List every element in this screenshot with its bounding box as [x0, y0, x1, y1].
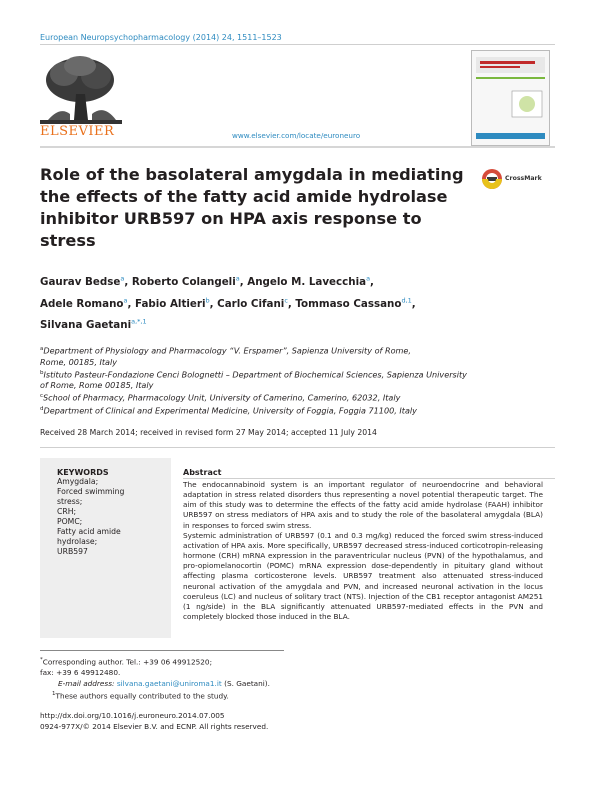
keyword-line: stress; — [57, 497, 83, 506]
journal-citation[interactable]: European Neuropsychopharmacology (2014) 24, 1511–1523 — [40, 33, 282, 42]
masthead-divider — [40, 146, 555, 148]
section-divider — [40, 447, 555, 448]
affiliation-d: $^d$Department of Clinical and Experimental Medicine, University of Foggia, Foggia 71100, Italy — [40, 405, 417, 416]
header-divider — [40, 44, 555, 45]
author-entry[interactable]: Gaurav Bedse$^a$, — [40, 275, 129, 289]
keyword-line: CRH; — [57, 507, 77, 516]
equal-contribution-note: $^1$These authors equally contributed to the study. — [52, 691, 229, 701]
received-dates: Received 28 March 2014; received in revised form 27 May 2014; accepted 11 July 2014 — [40, 428, 377, 437]
keywords-heading: KEYWORDS — [57, 468, 109, 477]
keyword-line: URB597 — [57, 547, 88, 556]
author-entry[interactable]: Adele Romano$^a$, — [40, 296, 132, 310]
doi-block — [40, 710, 268, 732]
article-title: Role of the basolateral amygdala in mediating the effects of the fatty acid amide hydrolase inhibitor URB597 on HPA axis response to stress — [40, 165, 464, 250]
doi-link[interactable]: http://dx.doi.org/10.1016/j.euroneuro.2014.07.005 — [40, 711, 225, 720]
abstract-paragraph: The endocannabinoid system is an important regulator of neuroendocrine and behavioral adaptation in stress related disorders thus representing a novel potential therapeutic target. The aim of this study was to determine the effects of the fatty acid amide hydrolase (FAAH) inhibitor URB597 on stress mediators of HPA axis and to study the role of the basolateral amygdala (BLA) in responses to forced swim stress. — [183, 480, 543, 530]
affiliation-a: $^a$Department of Physiology and Pharmacology “V. Erspamer”, Sapienza University of Rome, Rome, 00185, Italy — [40, 345, 411, 367]
affiliations — [40, 344, 540, 417]
crossmark-badge[interactable] — [480, 166, 542, 192]
fax-note: fax: +39 6 49912480. — [40, 668, 121, 678]
keyword-line: Fatty acid amide — [57, 527, 121, 536]
footnotes — [40, 655, 330, 702]
crossmark-label: CrossMark — [505, 175, 542, 182]
footnote-divider — [40, 650, 284, 651]
keyword-line: POMC; — [57, 517, 83, 526]
abstract-heading: Abstract — [183, 468, 222, 477]
abstract-divider — [183, 478, 555, 479]
affiliation-c: $^c$School of Pharmacy, Pharmacology Unit, University of Camerino, Camerino, 62032, Italy — [40, 393, 401, 404]
journal-site-link[interactable]: www.elsevier.com/locate/euroneuro — [232, 131, 361, 140]
keyword-line: hydrolase; — [57, 537, 98, 546]
journal-cover-thumbnail — [471, 50, 550, 146]
abstract-body — [183, 480, 543, 622]
author-entry[interactable]: Angelo M. Lavecchia$^a$, — [247, 275, 374, 289]
author-entry[interactable]: Carlo Cifani$^c$, — [217, 296, 292, 310]
email-note: E-mail address: silvana.gaetani@uniroma1.it (S. Gaetani). — [58, 679, 270, 689]
copyright-line: 0924-977X/© 2014 Elsevier B.V. and ECNP. All rights reserved. — [40, 722, 269, 731]
author-entry[interactable]: Roberto Colangeli$^a$, — [131, 275, 244, 289]
author-entry[interactable]: Tommaso Cassano$^{d,1}$, — [295, 296, 416, 310]
abstract-paragraph: Systemic administration of URB597 (0.1 and 0.3 mg/kg) reduced the forced swim stress-induced activation of HPA axis. More specifically, URB597 decreased stress-induced corticotropin-releasing hormone (CRH) mRNA expression in the paraventricular nucleus (PVN) of the hypothalamus, and pro-opiomelanocortin (POMC) mRNA expression dose-dependently in pituitary gland without affecting plasma corticosterone levels. URB597 treatment also attenuated stress-induced neuronal activation of the amygdala and PVN, and increased neuronal activation in the locus coeruleus (LC) and nucleus of solitary tract (NTS). Injection of the CB1 receptor antagonist AM251 (1 ng/side) in the BLA significantly attenuated URB597-mediated effects in the PVN and completely blocked those induced in the BLA. — [183, 530, 543, 622]
elsevier-tree-logo — [40, 54, 122, 124]
publisher-wordmark: ELSEVIER — [40, 124, 115, 139]
author-list — [40, 270, 520, 334]
keyword-line: Amygdala; — [57, 477, 99, 486]
keyword-line: Forced swimming — [57, 487, 125, 496]
email-link[interactable]: silvana.gaetani@uniroma1.it — [116, 679, 222, 689]
corresponding-author-note: *Corresponding author. Tel.: +39 06 49912520; — [40, 657, 213, 667]
affiliation-b: $^b$Istituto Pasteur-Fondazione Cenci Bolognetti – Department of Biochemical Sciences, Sapienza University of Rome, Rome 00185, Italy — [40, 369, 467, 391]
keywords-list — [57, 477, 162, 557]
author-entry[interactable]: Fabio Altieri$^b$, — [135, 296, 214, 310]
author-entry[interactable]: Silvana Gaetani$^{a,*,1}$ — [40, 317, 147, 332]
